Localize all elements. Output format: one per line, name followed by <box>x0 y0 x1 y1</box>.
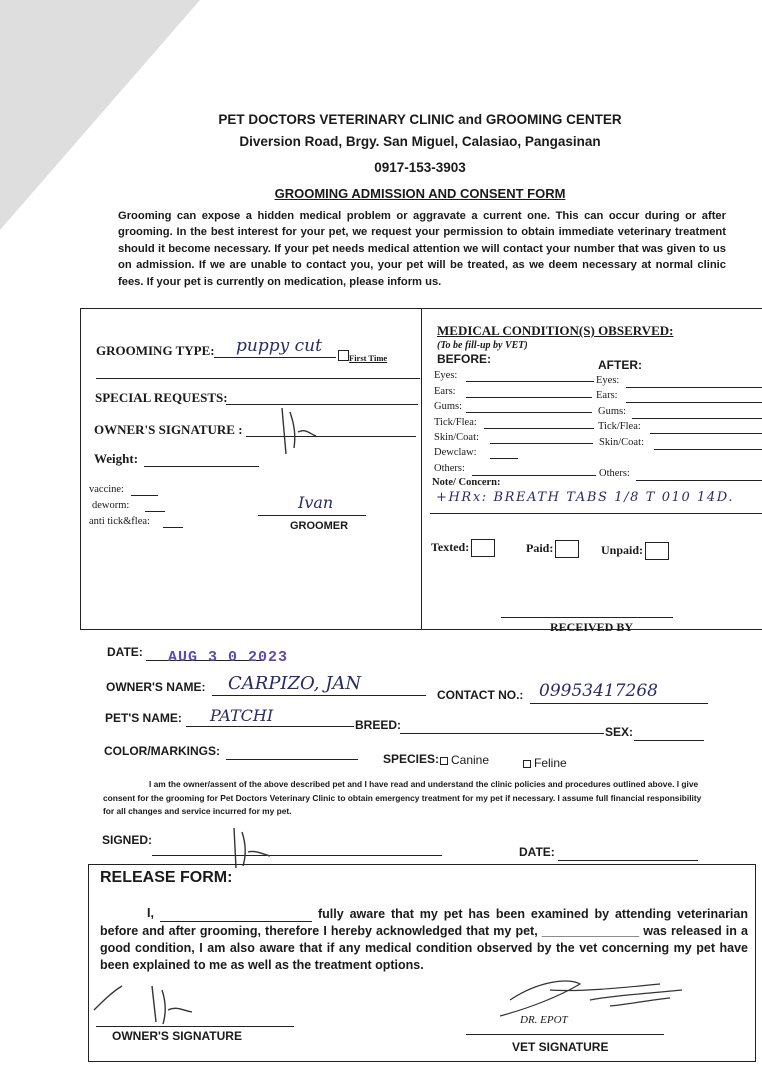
box-divider <box>421 308 422 629</box>
grooming-type-label: GROOMING TYPE: <box>96 343 215 358</box>
owner-signature-mark <box>276 404 324 458</box>
release-owner-signature-mark <box>92 982 222 1028</box>
release-owner-signature-label: OWNER'S SIGNATURE <box>112 1029 242 1043</box>
owner-signature-line <box>246 436 416 437</box>
contact-value[interactable]: 09953417268 <box>539 681 658 701</box>
after-gums-line <box>632 418 762 419</box>
grooming-type-line-2 <box>96 378 420 379</box>
grooming-type-value[interactable]: puppy cut <box>236 336 322 356</box>
pet-name-value[interactable]: PATCHI <box>210 706 274 725</box>
after-ears: Ears: <box>596 390 618 401</box>
grooming-type-line <box>214 357 336 358</box>
weight-label: Weight: <box>94 451 139 466</box>
consent-paragraph: I am the owner/assent of the above described pet and I have read and understand the clinic policies and procedures outlined above. I give consent for the grooming for Pet Doctors Veterinary Clinic to obtain emergency treatment for my pet if necessary. I assume full financial responsibility for all changes and service incurred for my pet. <box>103 779 702 816</box>
before-eyes: Eyes: <box>434 370 458 381</box>
after-others: Others: <box>599 468 630 479</box>
color-label: COLOR/MARKINGS: <box>104 744 220 758</box>
medical-subtitle: (To be fill-up by VET) <box>437 340 528 351</box>
before-ears-line <box>466 397 592 398</box>
medical-title: MEDICAL CONDITION(S) OBSERVED: <box>437 323 674 338</box>
vaccine-line <box>131 495 158 496</box>
before-tick-line <box>484 428 594 429</box>
received-by-line <box>501 617 673 618</box>
after-skin-line <box>654 449 762 450</box>
feline-checkbox[interactable] <box>523 760 531 768</box>
clinic-phone: 0917-153-3903 <box>374 160 466 175</box>
before-tick: Tick/Flea: <box>434 417 477 428</box>
before-skin-line <box>490 443 593 444</box>
date-stamp[interactable]: AUG 3 0 2023 <box>168 649 289 666</box>
texted-checkbox[interactable] <box>471 539 495 557</box>
release-text-i: I, <box>147 906 154 920</box>
unpaid-checkbox[interactable] <box>645 542 669 560</box>
before-skin: Skin/Coat: <box>434 432 479 443</box>
anti-tick-label: anti tick&flea: <box>89 516 150 527</box>
breed-label: BREED: <box>355 718 402 732</box>
after-label: AFTER: <box>598 358 642 372</box>
groomer-line <box>258 515 366 516</box>
before-gums: Gums: <box>434 401 463 412</box>
release-title: RELEASE FORM: <box>100 869 233 886</box>
species-label: SPECIES: <box>383 752 440 766</box>
vaccine-label: vaccine: <box>89 484 124 495</box>
pet-name-line <box>186 726 354 727</box>
before-gums-line <box>466 412 592 413</box>
sex-line <box>634 740 704 741</box>
contact-line <box>530 703 708 704</box>
weight-line <box>144 466 259 467</box>
received-by-label: RECEIVED BY <box>550 620 634 634</box>
before-label: BEFORE: <box>437 352 491 366</box>
unpaid-label: Unpaid: <box>601 542 669 560</box>
after-skin: Skin/Coat: <box>599 437 644 448</box>
note-value[interactable]: +HRx: BREATH TABS 1/8 T 010 14D. <box>436 490 735 505</box>
release-owner-signature-line <box>96 1026 294 1027</box>
after-eyes: Eyes: <box>596 375 620 386</box>
after-tick: Tick/Flea: <box>598 421 641 432</box>
note-label: Note/ Concern: <box>432 477 501 488</box>
before-eyes-line <box>466 381 594 382</box>
contact-label: CONTACT NO.: <box>437 688 524 702</box>
owner-name-value[interactable]: CARPIZO, JAN <box>228 673 362 694</box>
groomer-value[interactable]: Ivan <box>298 493 334 512</box>
signed-date-line <box>558 860 698 861</box>
date-label: DATE: <box>107 645 143 659</box>
intro-paragraph: Grooming can expose a hidden medical problem or aggravate a current one. This can occur during or after grooming. In the best interest for your pet, we request your permission to obtain immediate veterinary treatment should it become necessary. If your pet needs medical attention we will contact your number that was given to us on admission. If we are unable to contact you, your pet will be treated, as we deem necessary at normal clinic fees. If your pet is currently on medication, please inform us. <box>118 210 726 288</box>
before-ears: Ears: <box>434 386 456 397</box>
note-line <box>430 513 762 514</box>
first-time-checkbox[interactable] <box>338 350 349 361</box>
vet-signature-line <box>466 1034 664 1035</box>
vet-name: DR. EPOT <box>520 1014 568 1026</box>
owner-name-label: OWNER'S NAME: <box>106 680 206 694</box>
feline-label: Feline <box>534 756 567 770</box>
after-gums: Gums: <box>598 406 627 417</box>
owner-signature-label: OWNER'S SIGNATURE : <box>94 422 243 437</box>
before-others: Others: <box>434 463 465 474</box>
owner-name-line <box>212 695 426 696</box>
deworm-label: deworm: <box>92 500 130 511</box>
paid-label: Paid: <box>526 540 579 558</box>
paid-checkbox[interactable] <box>555 540 579 558</box>
before-dewclaw-line <box>490 458 518 459</box>
form-title: GROOMING ADMISSION AND CONSENT FORM <box>274 186 566 201</box>
before-others-line <box>472 475 596 476</box>
canine-label: Canine <box>451 753 490 767</box>
groomer-label: GROOMER <box>290 520 349 532</box>
clinic-address: Diversion Road, Brgy. San Miguel, Calasiao, Pangasinan <box>239 134 601 149</box>
release-text-main: fully aware that my pet has been examined by attending veterinarian before and after grooming, therefore I hereby acknowledged that my pet, ______________ was released in a good condition, I am also aware that if any medical condition observed by the vet concerning my pet have been explained to me as well as the treatment options. <box>100 907 748 972</box>
signed-line <box>152 855 442 856</box>
before-dewclaw: Dewclaw: <box>434 447 477 458</box>
after-others-line <box>636 480 762 481</box>
after-ears-line <box>626 402 762 403</box>
sex-label: SEX: <box>605 725 634 739</box>
vet-signature-label: VET SIGNATURE <box>512 1040 609 1054</box>
special-requests-label: SPECIAL REQUESTS: <box>95 390 228 405</box>
breed-line <box>400 733 604 734</box>
signed-label: SIGNED: <box>102 833 153 847</box>
pet-name-label: PET'S NAME: <box>105 711 182 725</box>
signed-date-label: DATE: <box>519 845 555 859</box>
canine-checkbox[interactable] <box>440 757 448 765</box>
anti-tick-line <box>163 527 183 528</box>
clinic-name: PET DOCTORS VETERINARY CLINIC and GROOMING CENTER <box>218 112 622 127</box>
after-eyes-line <box>626 387 762 388</box>
texted-label: Texted: <box>431 539 495 557</box>
after-tick-line <box>650 433 762 434</box>
color-line <box>226 759 358 760</box>
deworm-line <box>145 511 165 512</box>
vet-signature-mark <box>460 970 700 1040</box>
first-time-label: First Time <box>349 353 388 363</box>
